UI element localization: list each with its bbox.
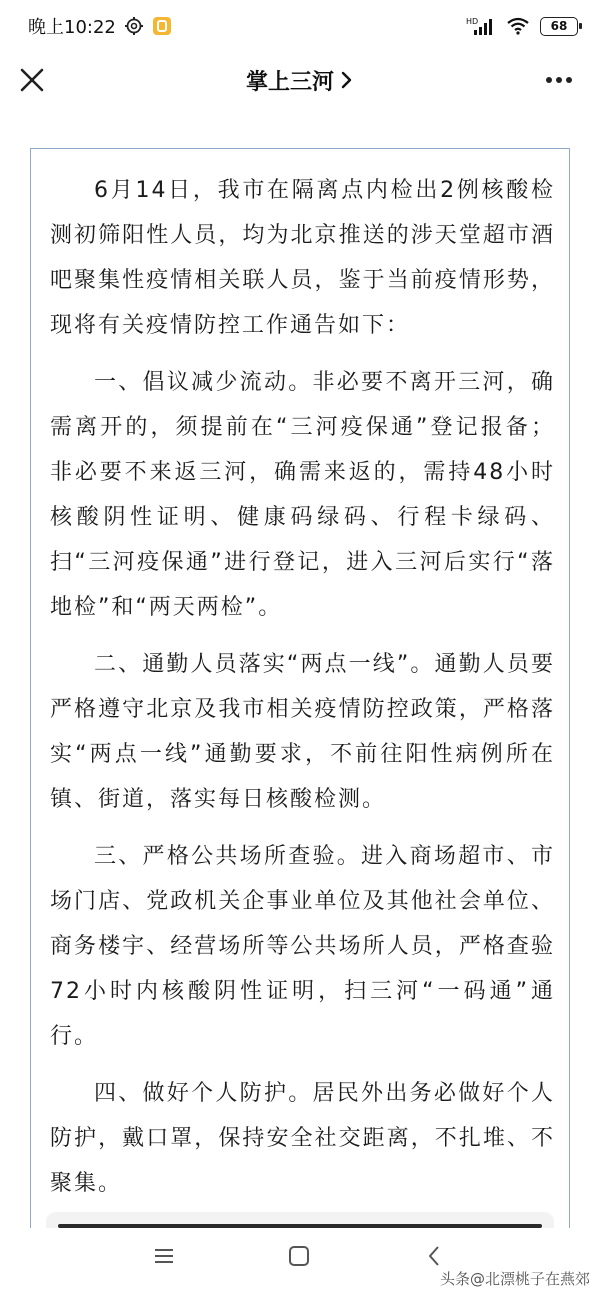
menu-icon[interactable] — [152, 1244, 176, 1268]
status-left — [28, 13, 172, 39]
article-paragraph: 6月14日，我市在隔离点内检出2例核酸检测初筛阳性人员，均为北京推送的涉天堂超市酒吧聚集性疫情相关联人员，鉴于当前疫情形势，现将有关疫情防控工作通告如下： — [50, 178, 555, 338]
status-bar — [0, 0, 600, 52]
nav-bar — [0, 52, 600, 108]
home-icon[interactable] — [287, 1244, 311, 1268]
article-paragraph: 四、做好个人防护。居民外出务必做好个人防护，戴口罩，保持安全社交距离，不扎堆、不聚集。 — [50, 1081, 555, 1196]
status-right — [466, 16, 578, 36]
app-notification-icon — [152, 16, 172, 36]
signal-icon — [466, 16, 496, 36]
article-paragraph: 二、通勤人员落实“两点一线”。通勤人员要严格遵守北京及我市相关疫情防控政策，严格落实“两点一线”通勤要求，不前往阳性病例所在镇、街道，落实每日核酸检测。 — [50, 652, 555, 812]
wifi-icon — [506, 17, 530, 35]
battery-indicator: 68 — [540, 17, 578, 36]
back-icon[interactable] — [424, 1244, 444, 1268]
article-body — [50, 168, 555, 1218]
page-title: 掌上三河 — [245, 69, 334, 95]
settings-icon — [124, 16, 144, 36]
system-nav-bar — [0, 1228, 600, 1300]
watermark: 头条@北漂桃子在燕郊 — [439, 1270, 590, 1288]
chevron-right-icon — [340, 70, 354, 90]
network-label: HD — [466, 17, 479, 26]
nav-title-button[interactable] — [246, 65, 354, 96]
close-icon[interactable] — [18, 66, 46, 94]
article-paragraph: 一、倡议减少流动。非必要不离开三河，确需离开的，须提前在“三河疫保通”登记报备；非必要不来返三河，确需来返的，需持48小时核酸阴性证明、健康码绿码、行程卡绿码、扫“三河疫保通”进行登记，进入三河后实行“落地检”和“两天两检”。 — [50, 370, 555, 620]
more-icon[interactable] — [544, 66, 574, 94]
status-time: 晚上10:22 — [28, 17, 116, 38]
article-paragraph: 三、严格公共场所查验。进入商场超市、市场门店、党政机关企事业单位及其他社会单位、商务楼宇、经营场所等公共场所人员，严格查验72小时内核酸阴性证明，扫三河“一码通”通行。 — [50, 844, 555, 1049]
